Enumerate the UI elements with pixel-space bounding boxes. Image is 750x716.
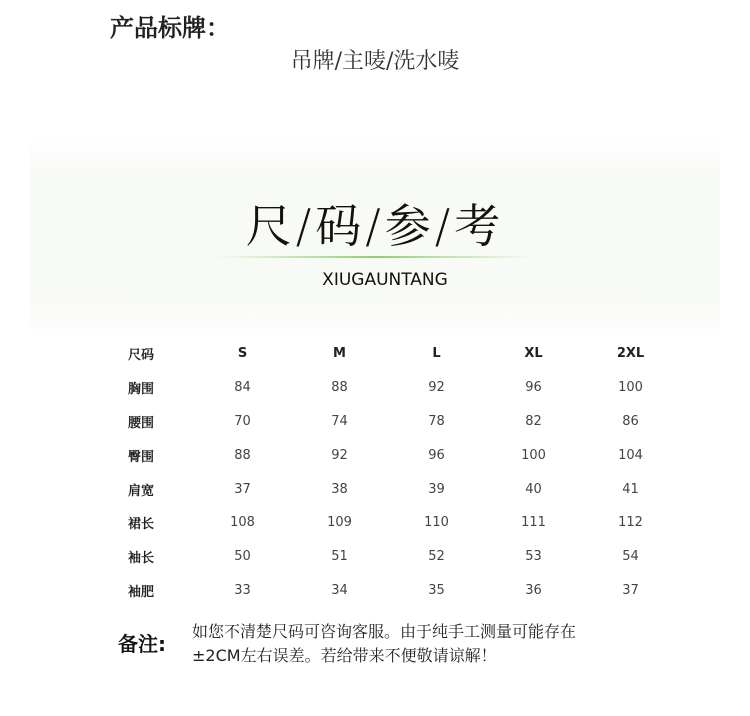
divider: [215, 256, 535, 258]
table-cell: 96: [525, 380, 542, 396]
table-cell: 92: [428, 380, 445, 396]
table-cell: 96: [428, 447, 445, 463]
table-cell: 70: [234, 413, 251, 429]
table-cell: 109: [327, 515, 352, 531]
table-cell: 33: [234, 582, 251, 598]
note-text: [192, 620, 662, 668]
table-cell: 110: [424, 515, 449, 531]
brand-tag-title: 产品标牌：: [110, 14, 230, 42]
table-cell: 100: [521, 447, 546, 463]
table-cell: 74: [331, 413, 348, 429]
table-row: [112, 472, 679, 506]
table-cell: L: [432, 346, 441, 362]
size-table: [112, 337, 679, 607]
table-cell: 40: [525, 481, 542, 497]
table-cell: 51: [331, 549, 348, 565]
table-cell: S: [237, 346, 248, 362]
table-cell: 37: [234, 481, 251, 497]
table-cell: 88: [331, 380, 348, 396]
row-label: 袖肥: [128, 584, 155, 600]
row-label: 胸围: [128, 382, 155, 398]
table-cell: 92: [331, 447, 348, 463]
row-label: 裙长: [128, 517, 155, 533]
table-cell: 41: [622, 481, 639, 497]
table-cell: 50: [234, 549, 251, 565]
table-row: [112, 574, 679, 608]
table-row: [112, 540, 679, 574]
table-header-row: [112, 337, 679, 371]
table-cell: 39: [428, 481, 445, 497]
brand-subheading: XIUGAUNTANG: [322, 270, 448, 290]
table-cell: 86: [622, 413, 639, 429]
table-cell: 37: [622, 582, 639, 598]
brand-tag-subtitle: 吊牌/主唛/洗水唛: [290, 49, 460, 74]
table-cell: 100: [618, 380, 643, 396]
row-label: 尺码: [128, 348, 155, 364]
table-cell: XL: [524, 346, 543, 362]
size-reference-heading: 尺/码/参/考: [245, 199, 505, 253]
row-label: 袖长: [128, 551, 155, 567]
table-cell: 53: [525, 549, 542, 565]
table-cell: 82: [525, 413, 542, 429]
table-cell: 54: [622, 549, 639, 565]
note-line-2: ±2CM左右误差。若给带来不便敬请谅解！: [192, 646, 497, 665]
table-cell: 78: [428, 413, 445, 429]
table-row: [112, 371, 679, 405]
table-cell: 35: [428, 582, 445, 598]
row-label: 臀围: [128, 449, 155, 465]
table-cell: 2XL: [616, 346, 645, 362]
row-label: 肩宽: [128, 483, 155, 499]
table-cell: 36: [525, 582, 542, 598]
table-cell: 88: [234, 447, 251, 463]
table-cell: 108: [230, 515, 255, 531]
table-cell: 104: [618, 447, 643, 463]
table-row: [112, 506, 679, 540]
note-label: 备注:: [118, 632, 166, 656]
table-cell: 112: [618, 515, 643, 531]
row-label: 腰围: [128, 415, 155, 431]
table-cell: 34: [331, 582, 348, 598]
table-cell: 52: [428, 549, 445, 565]
note-line-1: 如您不清楚尺码可咨询客服。由于纯手工测量可能存在: [192, 622, 577, 641]
table-row: [112, 438, 679, 472]
table-cell: 111: [521, 515, 546, 531]
table-cell: 84: [234, 380, 251, 396]
table-cell: M: [333, 346, 346, 362]
table-row: [112, 405, 679, 439]
table-cell: 38: [331, 481, 348, 497]
